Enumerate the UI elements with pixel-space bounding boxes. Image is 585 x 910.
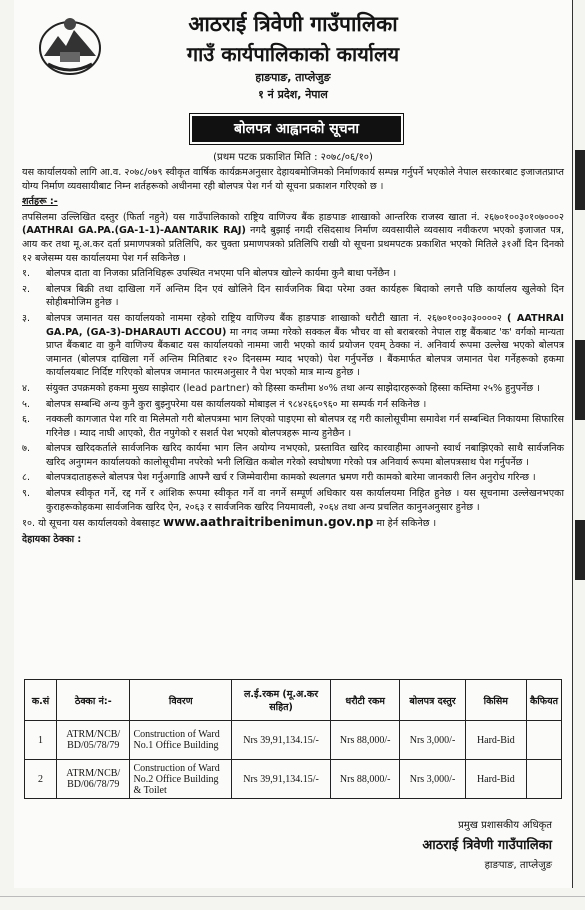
item-number: ५.	[22, 398, 31, 410]
intro-paragraph: यस कार्यालयको लागि आ.व. २०७८/०७९ स्वीकृत वार्षिक कार्यक्रमअनुसार देहायबमोजिमको निर्माणकार्य सम्पन्न गर्नुपर्ने भएकोले नेपाल सरकारबाट इजाजतप्राप्त योग्य निर्माण व्यवसायीबाट निम्न शर्तहरूको अधीनमा रही बोलपत्र पेश गर्न यो सूचना प्रकाशन गरिएको छ ।	[22, 167, 564, 192]
margin-mark	[575, 520, 585, 580]
table-row	[25, 760, 562, 799]
item-number: ४.	[22, 382, 31, 394]
item-number: ८.	[22, 472, 31, 484]
col-header: किसिम	[465, 680, 526, 721]
condition-item	[22, 267, 564, 281]
cell-serial: 2	[25, 760, 57, 799]
contracts-table	[24, 679, 562, 799]
cell-contract-no: ATRM/NCB/ BD/06/78/79	[57, 760, 130, 799]
notice-body	[22, 166, 564, 546]
condition-item	[22, 413, 564, 440]
margin-mark	[575, 150, 585, 210]
item-number: ६.	[22, 414, 31, 426]
notice-header	[14, 0, 572, 108]
organization-name: आठराई त्रिवेणी गाउँपालिका	[188, 11, 398, 36]
cell-fee: Nrs 3,000/-	[400, 760, 465, 799]
contracts-label: देहायका ठेक्का :	[22, 533, 82, 545]
item-number: ३.	[22, 312, 31, 324]
office-name: गाउँ कार्यपालिकाको कार्यालय	[186, 42, 400, 66]
item-text-pre: बोलपत्र जमानत यस कार्यालयको नाममा रहेको राष्ट्रिय वाणिज्य बैंक हाङपाङ शाखाको धरौटी खाता नं. २६७०१००३०३००००२	[46, 312, 508, 324]
website-line	[22, 516, 564, 531]
col-header: ल.ई.रकम (मू.अ.कर सहित)	[232, 680, 331, 721]
website-text-post: मा हेर्न सकिनेछ ।	[376, 518, 437, 530]
item-text: नक्कली कागजात पेश गरि वा मिलेमतो गरी बोलपत्रमा भाग लिएको पाइएमा सो बोलपत्र रद्द गरी कालोसूचीमा समावेश गर्न सम्बन्धित निकायमा सिफारिस गरिनेछ । म्याद नाघी आएको, रीत नपुगेको र सशर्त पेश भएको बोलपत्रहरू मान्य हुनेछैन ।	[46, 414, 564, 439]
item-number: ९.	[22, 488, 31, 500]
item-text: बोलपत्र खरिदकर्ताले सार्वजनिक खरिद कार्यमा भाग लिन अयोग्य नभएको, प्रस्तावित खरिद कारवाहीमा आफ्नो स्वार्थ नबाझिएको साथै सार्वजनिक खरिद अनुगमन कार्यालयको कालोसूचीमा नपरेको भनी लिखित कबोल गरेको स्वघोषणा गरेको पत्र अनिवार्य रूपमा बोलपत्रसाथ पेश गर्नुपर्नेछ ।	[46, 443, 564, 468]
item-text: बोलपत्रदाताहरूले बोलपत्र पेश गर्नुअगाडि आफ्नै खर्च र जिम्मेवारीमा कामको स्थलगत भ्रमण गरी कामको बारेमा जानकारी लिन अनुरोध गरिन्छ ।	[46, 472, 536, 484]
condition-item	[22, 471, 564, 485]
address-line-1: हाङपाङ, ताप्लेजुङ	[255, 71, 331, 84]
item-text: बोलपत्र स्वीकृत गर्ने, रद्द गर्ने र आंशिक रूपमा स्वीकृत गर्ने वा नगर्ने सम्पूर्ण अधिकार यस कार्यालयमा निहित हुनेछ । यस सूचनामा उल्लेखनभएका कुराहरूकोहकमा सार्वजनिक खरिद ऐन, २०६३ र सार्वजनिक खरिद नियमावली, २०६४ तथा अन्य प्रचलित कानुनअनुसार हुनेछ ।	[46, 488, 564, 513]
item-number: १.	[22, 268, 31, 280]
cell-contract-no: ATRM/NCB/ BD/05/78/79	[57, 721, 130, 760]
conditions-heading: शर्तहरू :-	[22, 196, 58, 208]
condition-text-cont: नगदै बुझाई नगदी रसिदसाथ निर्माण व्यवसायीले व्यवसाय नवीकरण भएको इजाजत पत्र, आय कर तथा मू.अ.कर दर्ता प्रमाणपत्रको प्रतिलिपि, कर चुक्ता प्रमाणपत्रको प्रतिलिपि राखी यो सूचना प्रथमपटक प्रकाशित भएको मितिले ३१औं दिन दिनको १२ बजेसम्म यस कार्यालयमा पेश गर्न सकिनेछ ।	[22, 225, 564, 264]
cell-serial: 1	[25, 721, 57, 760]
notice-title: बोलपत्र आह्वानको सूचना	[192, 116, 401, 142]
cell-type: Hard-Bid	[465, 760, 526, 799]
condition-paragraph	[22, 211, 564, 265]
website-text-pre: १०. यो सूचना यस कार्यालयको वेबसाइट	[22, 518, 160, 530]
cell-deposit: Nrs 88,000/-	[330, 760, 399, 799]
col-header: क.सं	[25, 680, 57, 721]
condition-item	[22, 398, 564, 412]
item-number: ७.	[22, 443, 31, 455]
cell-fee: Nrs 3,000/-	[400, 721, 465, 760]
condition-item	[22, 487, 564, 514]
cell-description: Construction of Ward No.2 Office Building & Toilet	[130, 760, 232, 799]
item-text: बोलपत्र बिक्री तथा दाखिला गर्ने अन्तिम दिन एवं खोलिने दिन सार्वजनिक बिदा परेमा उक्त कार्यहरू बिदाको लगत्तै पछि कार्यालय खुलेको दिन सोहीबमोजिम हुनेछ ।	[46, 283, 564, 309]
condition-text: तपसिलमा उल्लिखित दस्तुर (फिर्ता नहुने) यस गाउँपालिकाको राष्ट्रिय वाणिज्य बैंक हाङपाङ शाखाको आन्तरिक राजस्व खाता नं. २६७०१००३०१०७०००२	[22, 211, 564, 223]
condition-item	[22, 442, 564, 469]
signature-block	[422, 817, 552, 871]
col-header: बोलपत्र दस्तुर	[400, 680, 465, 721]
revenue-account-name: (AATHRAI GA.PA.(GA-1-1)-AANTARIK RAJ)	[22, 225, 246, 237]
deposit-account-name: ( AATHRAI GA.PA, (GA-3)-DHARAUTI ACCOU)	[46, 312, 564, 338]
address-line-2: १ नं प्रदेश, नेपाल	[258, 88, 328, 101]
signatory-org: आठराई त्रिवेणी गाउँपालिका	[422, 838, 552, 853]
item-text	[46, 312, 564, 380]
item-text: संयुक्त उपक्रमको हकमा मुख्य साझेदार (lead partner) को हिस्सा कम्तीमा ४०% तथा अन्य साझेदारहरूको हिस्सा कम्तिमा २५% हुनुपर्नेछ ।	[46, 382, 540, 394]
signatory-place: हाङपाङ, ताप्लेजुङ	[484, 860, 552, 871]
cell-remarks	[526, 721, 561, 760]
cell-description: Construction of Ward No.1 Office Building	[130, 721, 232, 760]
cell-deposit: Nrs 88,000/-	[330, 721, 399, 760]
cell-estimate: Nrs 39,91,134.15/-	[232, 760, 331, 799]
item-text: बोलपत्र दाता वा निजका प्रतिनिधिहरू उपस्थित नभएमा पनि बोलपत्र खोल्ने कार्यमा कुनै बाधा पर्नेछैन ।	[46, 268, 397, 280]
cell-remarks	[526, 760, 561, 799]
condition-item	[22, 283, 564, 310]
col-header: विवरण	[130, 680, 232, 721]
col-header: कैफियत	[526, 680, 561, 721]
col-header: ठेक्का नं:-	[57, 680, 130, 721]
col-header: धरौटी रकम	[330, 680, 399, 721]
publish-date: (प्रथम पटक प्रकाशित मिति : २०७८/०६/१०)	[213, 152, 373, 163]
notice-page	[14, 0, 573, 888]
table-header-row	[25, 680, 562, 721]
item-text: बोलपत्र सम्बन्धि अन्य कुनै कुरा बुझ्नुपरेमा यस कार्यालयको मोबाइल नं ९८४२६६०९६० मा सम्पर्क गर्न सकिनेछ ।	[46, 398, 427, 410]
condition-item	[22, 382, 564, 396]
cell-type: Hard-Bid	[465, 721, 526, 760]
website-link[interactable]: www.aathraitribenimun.gov.np	[162, 515, 374, 530]
margin-mark	[575, 340, 585, 420]
cell-estimate: Nrs 39,91,134.15/-	[232, 721, 331, 760]
item-number: २.	[22, 283, 31, 295]
item-text-post: मा नगद जम्मा गरेको सक्कल बैंक भौचर वा सो बराबरको नेपाल राष्ट्र बैंकबाट 'क' वर्गको मान्यता प्राप्त बैंकबाट वा कुनै वाणिज्य बैंकबाट यस कार्यालयको नाममा जारी भएको कार्य प्रयोजन एवम् ठेक्का नं. अनिवार्य रूपमा उल्लेख भएको बोलपत्र जमानत (बोलपत्र दाखिला गर्ने अन्तिम मितिबाट १२० दिनसम्म म्याद भएको) पेश गर्नुपर्नेछ । बैंकमार्फत बोलपत्र जमानत पेश गर्नेहरूको हकमा कार्यालयबाट निर्दिष्ट गरिएको बोलपत्र जमानत फारमअनुसार नै पेश भएको मात्र मान्य हुनेछ ।	[46, 326, 564, 379]
condition-item	[22, 312, 564, 380]
table-row	[25, 721, 562, 760]
divider	[0, 896, 585, 897]
signatory-title: प्रमुख प्रशासकीय अधिकृत	[458, 820, 552, 831]
